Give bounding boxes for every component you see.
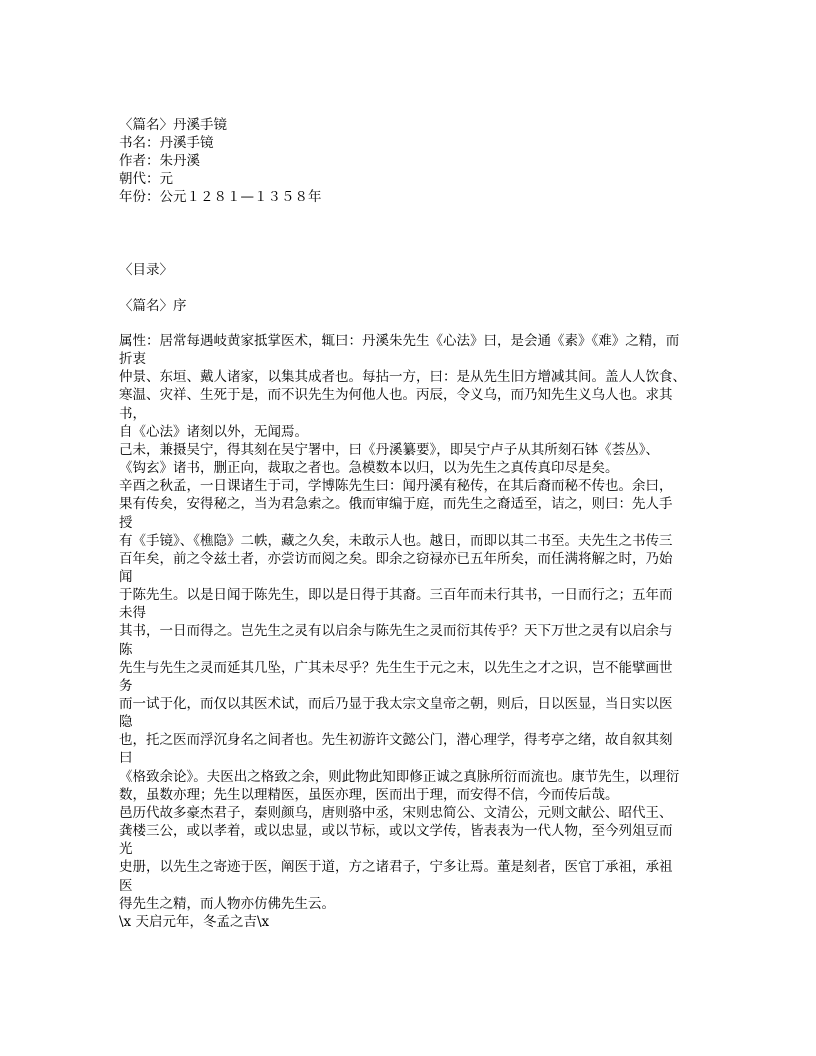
body-line: 也，托之医而浮沉身名之间者也。先生初游许文懿公门，潜心理学，得考亭之绪，故自叙其刻 <box>119 732 673 749</box>
body-line: 辛酉之秋孟，一日课诸生于司，学博陈先生曰：闻丹溪有秘传，在其后裔而秘不传也。余曰， <box>119 478 673 495</box>
body-line: 寒温、灾祥、生死于是，而不识先生为何他人也。丙辰，令义乌，而乃知先生义乌人也。求其 <box>119 387 673 404</box>
body-line: 有《手镜》、《樵隐》二帙，藏之久矣，未敢示人也。越日，而即以其二书至。夫先生之书传三 <box>119 532 673 549</box>
body-line: 仲景、东垣、戴人诸家，以集其成者也。每拈一方，曰：是从先生旧方增减其间。盖人人饮食、 <box>119 369 686 386</box>
body-line: 其书，一日而得之。岂先生之灵有以启余与陈先生之灵而衍其传乎？天下万世之灵有以启余与 <box>119 623 673 640</box>
toc-label: 〈目录〉 <box>119 262 173 278</box>
body-line: 己未，兼摄吴宁，得其刻在吴宁署中，曰《丹溪纂要》，即吴宁卢子从其所刻石钵《荟丛》、 <box>119 441 659 458</box>
body-line: 陈 <box>119 641 133 658</box>
body-line: 光 <box>119 841 133 858</box>
chapter-tag: 〈篇名〉丹溪手镜 <box>119 117 227 133</box>
body-line: 龚楼三公，或以孝着，或以忠显，或以节标，或以文学传，皆表表为一代人物，至今列俎豆而 <box>119 823 673 840</box>
body-line: 而一试于化，而仅以其医术试，而后乃显于我太宗文皇帝之朝，则后，日以医显，当日实以医 <box>119 696 673 712</box>
body-line: 授 <box>119 514 133 531</box>
body-line: 折衷 <box>119 351 146 368</box>
section-title: 〈篇名〉序 <box>119 298 187 314</box>
body-line: 自《心法》诸刻以外，无闻焉。 <box>119 423 308 440</box>
body-line: 务 <box>119 677 133 694</box>
body-line: \x 天启元年，冬孟之吉\x <box>119 913 270 930</box>
body-line: 闻 <box>119 568 133 585</box>
body-line: 《钩玄》诸书，删正向，裁取之者也。急模数本以归，以为先生之真传真印尽是矣。 <box>119 460 619 477</box>
body-line: 属性：居常每遇岐黄家抵掌医术，辄曰：丹溪朱先生《心法》曰，是会通《素》《难》之精，而 <box>119 333 680 349</box>
body-line: 书， <box>119 405 146 422</box>
body-line: 医 <box>119 877 133 894</box>
body-line: 于陈先生。以是日闻于陈先生，即以是日得于其裔。三百年而未行其书，一日而行之；五年而 <box>119 587 673 604</box>
body-line: 《格致余论》。夫医出之格致之余，则此物此知即修正诚之真脉所衍而流也。康节先生，以理衍 <box>119 768 680 785</box>
author-name: 作者：朱丹溪 <box>119 153 200 169</box>
body-line: 史册，以先生之寄迹于医，阐医于道，方之诸君子，宁多让焉。董是刻者，医官丁承祖，承祖 <box>119 859 673 876</box>
body-line: 隐 <box>119 714 133 731</box>
body-line: 曰 <box>119 750 133 767</box>
body-line: 百年矣，前之令兹土者，亦尝访而阅之矣。即余之窃禄亦已五年所矣，而任满将解之时，乃始 <box>119 550 673 567</box>
years: 年份：公元１２８１—１３５８年 <box>119 189 322 205</box>
book-name: 书名：丹溪手镜 <box>119 135 214 151</box>
body-line: 先生与先生之灵而延其几坠，广其未尽乎？先生生于元之末，以先生之才之识，岂不能擘画世 <box>119 659 673 676</box>
body-line: 邑历代故多豪杰君子，秦则颜乌，唐则骆中丞，宋则忠简公、文清公，元则文献公、昭代王、 <box>119 804 673 821</box>
body-line: 数，虽数亦理；先生以理精医，虽医亦理，医而出于理，而安得不信，今而传后哉。 <box>119 786 619 803</box>
dynasty: 朝代：元 <box>119 171 173 187</box>
body-line: 得先生之精，而人物亦仿佛先生云。 <box>119 895 335 912</box>
body-line: 未得 <box>119 605 146 622</box>
body-line: 果有传矣，安得秘之，当为君急索之。俄而审编于庭，而先生之裔适至，诘之，则曰：先人手 <box>119 496 673 513</box>
